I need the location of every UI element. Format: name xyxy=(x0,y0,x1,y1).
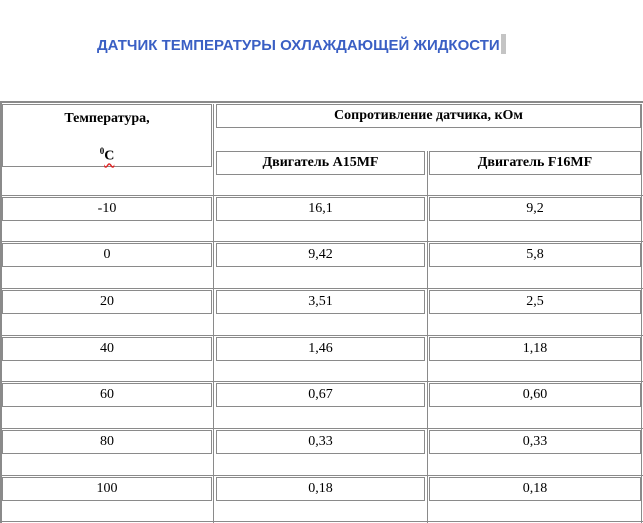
a15mf-cell xyxy=(216,197,425,221)
engine-f16mf-label: Двигатель F16MF xyxy=(477,155,593,170)
temp-value: 0 xyxy=(103,247,111,262)
a15mf-value: 3,51 xyxy=(308,294,333,309)
a15mf-value: 16,1 xyxy=(308,201,333,216)
a15mf-cell xyxy=(216,290,425,314)
column-divider xyxy=(641,104,642,523)
f16mf-cell xyxy=(429,243,641,267)
document-title xyxy=(97,34,506,54)
f16mf-value: 0,33 xyxy=(522,434,548,449)
f16mf-value: 0,18 xyxy=(522,481,548,496)
f16mf-cell xyxy=(429,383,641,407)
a15mf-value: 9,42 xyxy=(308,247,333,262)
engine-f16mf-header xyxy=(429,151,641,175)
row-divider xyxy=(2,381,643,382)
a15mf-cell xyxy=(216,430,425,454)
row-divider xyxy=(2,288,643,289)
row-divider xyxy=(2,335,643,336)
engine-a15mf-label: Двигатель A15MF xyxy=(262,155,379,170)
celsius-letter: С xyxy=(104,148,115,164)
temp-cell xyxy=(2,337,212,361)
f16mf-cell xyxy=(429,430,641,454)
f16mf-cell xyxy=(429,197,641,221)
temp-cell xyxy=(2,477,212,501)
a15mf-cell xyxy=(216,243,425,267)
temperature-header-cell xyxy=(2,104,212,167)
a15mf-value: 1,46 xyxy=(308,341,333,356)
temp-cell xyxy=(2,197,212,221)
degree-superscript: 0 xyxy=(99,146,105,156)
row-divider xyxy=(2,521,643,522)
f16mf-cell xyxy=(429,337,641,361)
a15mf-value: 0,33 xyxy=(308,434,333,449)
f16mf-value: 9,2 xyxy=(526,201,544,216)
document-title-text: ДАТЧИК ТЕМПЕРАТУРЫ ОХЛАЖДАЮЩЕЙ ЖИДКОСТИ xyxy=(97,37,500,54)
row-divider xyxy=(2,241,643,242)
f16mf-value: 0,60 xyxy=(522,387,548,402)
resistance-header-cell xyxy=(216,104,641,128)
a15mf-cell xyxy=(216,477,425,501)
a15mf-cell xyxy=(216,383,425,407)
column-divider xyxy=(427,151,428,523)
temp-value: 100 xyxy=(96,481,118,496)
temp-cell xyxy=(2,243,212,267)
f16mf-value: 2,5 xyxy=(526,294,544,309)
a15mf-cell xyxy=(216,337,425,361)
row-divider xyxy=(2,475,643,476)
temp-value: 40 xyxy=(100,341,114,356)
temp-value: -10 xyxy=(97,201,117,216)
f16mf-value: 5,8 xyxy=(526,247,544,262)
f16mf-cell xyxy=(429,477,641,501)
row-divider xyxy=(2,195,643,196)
text-cursor xyxy=(501,34,506,54)
temperature-header-label: Температура, xyxy=(64,111,150,126)
row-divider xyxy=(2,428,643,429)
temp-value: 60 xyxy=(100,387,114,402)
column-divider xyxy=(213,104,214,523)
a15mf-value: 0,67 xyxy=(308,387,333,402)
engine-a15mf-header xyxy=(216,151,425,175)
temp-cell xyxy=(2,430,212,454)
f16mf-cell xyxy=(429,290,641,314)
temp-value: 80 xyxy=(100,434,114,449)
a15mf-value: 0,18 xyxy=(308,481,333,496)
temp-value: 20 xyxy=(100,294,114,309)
f16mf-value: 1,18 xyxy=(522,341,548,356)
temp-cell xyxy=(2,383,212,407)
resistance-header-label: Сопротивление датчика, кОм xyxy=(334,108,523,123)
temp-cell xyxy=(2,290,212,314)
temperature-unit xyxy=(3,146,211,165)
